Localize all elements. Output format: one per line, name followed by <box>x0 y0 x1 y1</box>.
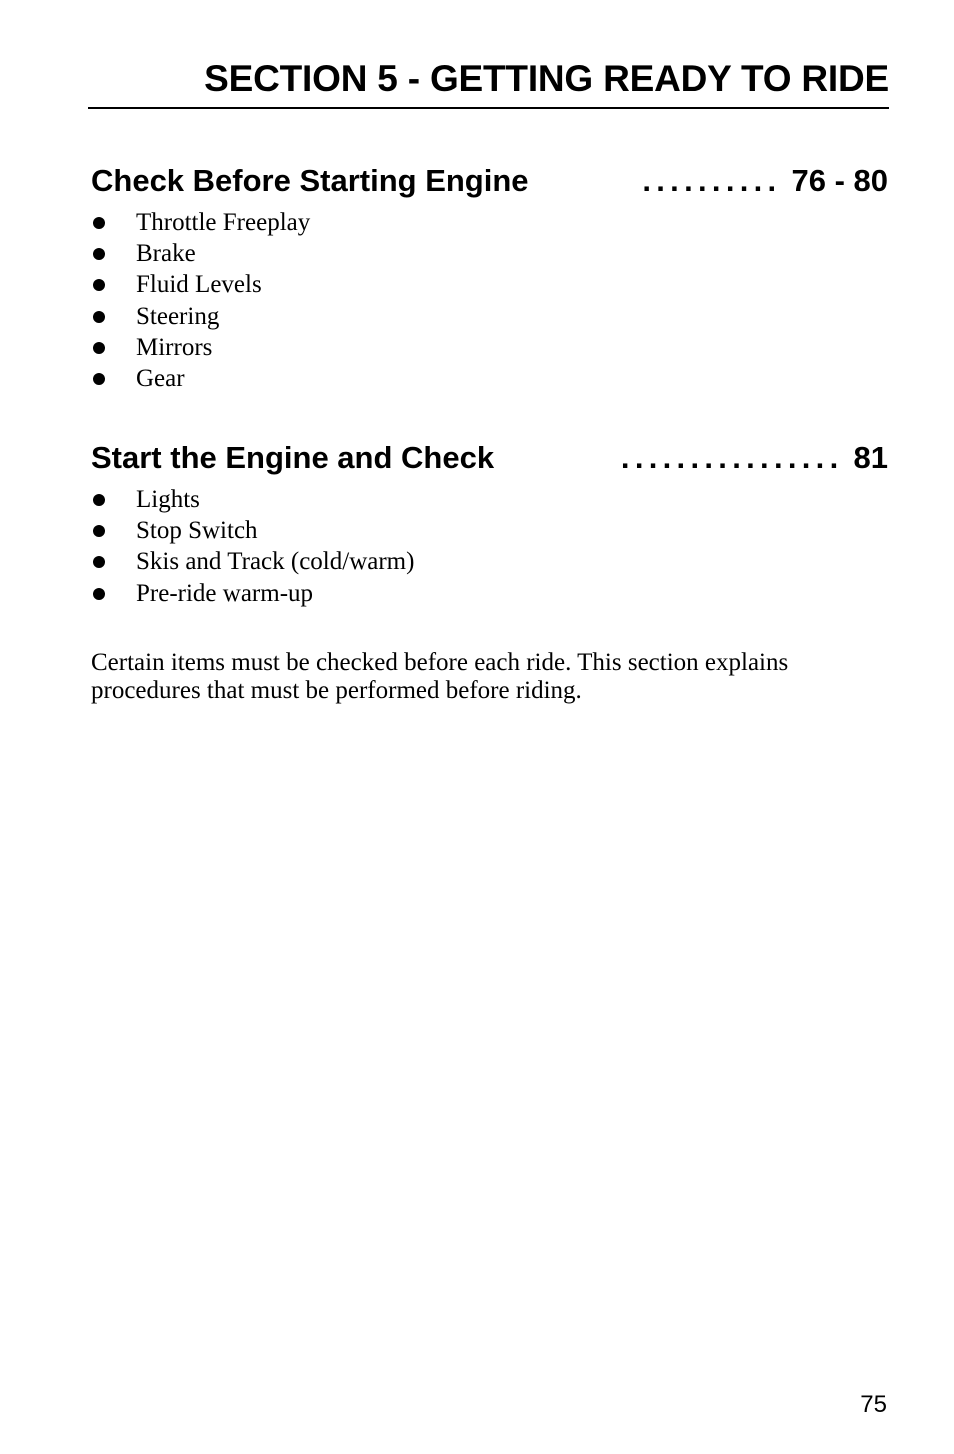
toc-heading-check-before-starting <box>91 163 888 199</box>
list-item <box>91 484 414 515</box>
list-item <box>91 546 414 577</box>
list-item <box>91 515 414 546</box>
list-item-text: Mirrors <box>136 333 213 361</box>
bullet-icon <box>93 311 105 323</box>
bullet-icon <box>93 556 105 568</box>
start-engine-list <box>91 484 414 609</box>
bullet-icon <box>93 217 105 229</box>
list-item <box>91 332 310 363</box>
toc-heading-label: Check Before Starting Engine <box>91 163 529 198</box>
bullet-icon <box>93 588 105 600</box>
list-item <box>91 269 310 300</box>
intro-paragraph <box>91 649 891 705</box>
toc-heading-label: Start the Engine and Check <box>91 440 495 475</box>
intro-paragraph-line-2: procedures that must be performed before riding. <box>91 677 582 704</box>
toc-dot-leader: ................ <box>620 440 844 475</box>
list-item-text: Fluid Levels <box>136 271 262 299</box>
bullet-icon <box>93 342 105 354</box>
toc-page-range: 81 <box>853 440 888 475</box>
list-item-text: Pre-ride warm-up <box>136 579 314 607</box>
list-item-text: Gear <box>136 364 185 392</box>
list-item-text: Skis and Track (cold/warm) <box>136 548 415 576</box>
intro-paragraph-line-1: Certain items must be checked before each ride. This section explains <box>91 649 789 676</box>
list-item <box>91 238 310 269</box>
list-item <box>91 578 414 609</box>
list-item-text: Throttle Freeplay <box>136 209 311 236</box>
bullet-icon <box>93 494 105 506</box>
bullet-icon <box>93 525 105 537</box>
toc-page-range: 76 - 80 <box>791 163 888 198</box>
list-item-text: Stop Switch <box>136 517 258 545</box>
toc-heading-start-engine <box>91 440 888 476</box>
list-item <box>91 363 310 394</box>
list-item-text: Brake <box>136 240 196 268</box>
list-item <box>91 207 310 238</box>
section-title: SECTION 5 - GETTING READY TO RIDE <box>204 58 889 99</box>
list-item-text: Steering <box>136 302 220 330</box>
bullet-icon <box>93 248 105 260</box>
bullet-icon <box>93 279 105 291</box>
check-before-starting-list <box>91 207 310 394</box>
title-rule <box>88 107 889 109</box>
list-item <box>91 301 310 332</box>
toc-dot-leader: .......... <box>642 163 782 198</box>
page-number: 75 <box>860 1391 887 1418</box>
list-item-text: Lights <box>136 486 200 513</box>
bullet-icon <box>93 373 105 385</box>
